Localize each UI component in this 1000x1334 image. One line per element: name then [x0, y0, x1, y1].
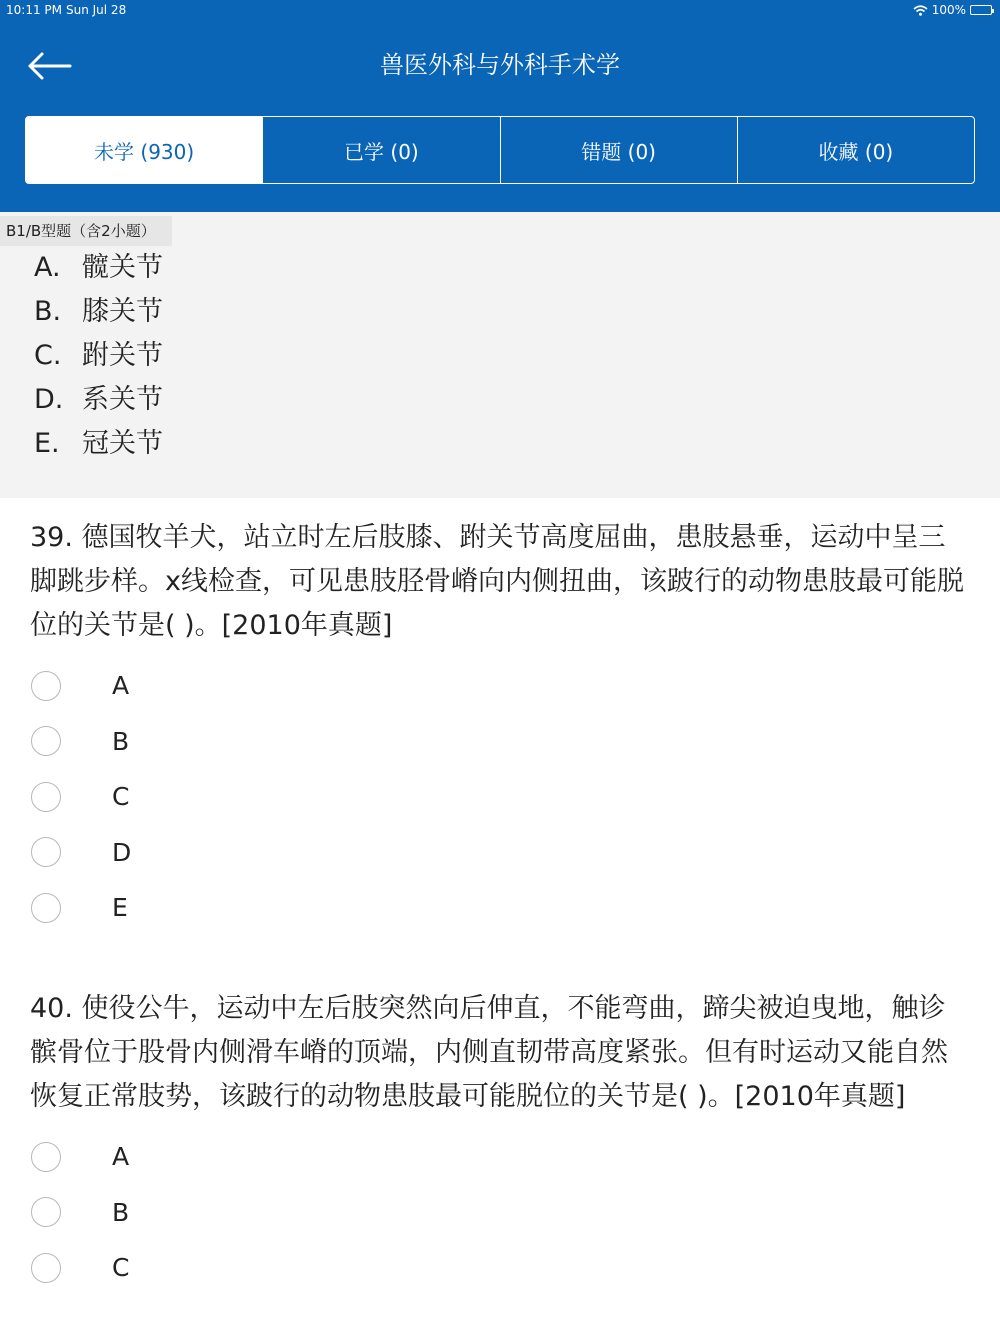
shared-option-text: 系关节 [82, 384, 163, 415]
option-label: C [112, 1253, 130, 1283]
tab-favorites[interactable]: 收藏 (0) [737, 117, 974, 183]
status-time: 10:11 PM [6, 3, 62, 17]
radio-button[interactable] [31, 782, 61, 812]
option-label: B [112, 726, 130, 756]
page-title: 兽医外科与外科手术学 [380, 51, 620, 79]
shared-option [34, 246, 163, 290]
shared-option [34, 378, 163, 422]
tab-bar [25, 116, 975, 184]
battery-icon [970, 5, 992, 15]
question-39 [30, 516, 970, 936]
shared-option-letter: A. [34, 252, 61, 283]
radio-button[interactable] [31, 837, 61, 867]
question-text: 39. 德国牧羊犬，站立时左后肢膝、跗关节高度屈曲，患肢悬垂，运动中呈三脚跳步样。x线检查，可见患肢胫骨嵴向内侧扭曲，该跛行的动物患肢最可能脱位的关节是( )。[2010年真题] [30, 522, 964, 641]
shared-option-letter: B. [34, 296, 62, 327]
answer-option-b[interactable] [30, 1185, 970, 1241]
option-label: B [112, 1197, 130, 1227]
option-label: A [112, 671, 130, 701]
shared-option-letter: E. [34, 428, 60, 459]
shared-option-letter: D. [34, 384, 64, 415]
tab-unlearned[interactable]: 未学 (930) [26, 117, 262, 183]
shared-options-list [34, 246, 163, 466]
answer-option-e[interactable] [30, 880, 970, 936]
option-label: A [112, 1142, 130, 1172]
answer-option-c[interactable] [30, 769, 970, 825]
answer-option-d[interactable] [30, 825, 970, 881]
question-40 [30, 987, 970, 1296]
answer-option-a[interactable] [30, 1129, 970, 1185]
wifi-icon [913, 5, 928, 16]
question-text: 40. 使役公牛，运动中左后肢突然向后伸直，不能弯曲，蹄尖被迫曳地，触诊髌骨位于股骨内侧滑车嵴的顶端，内侧直韧带高度紧张。但有时运动又能自然恢复正常肢势，该跛行的动物患肢最可能脱位的关节是( )。[2010年真题] [30, 993, 948, 1112]
shared-option-letter: C. [34, 340, 62, 371]
option-label: D [112, 837, 132, 867]
status-bar [0, 0, 1000, 22]
radio-button[interactable] [31, 671, 61, 701]
radio-button[interactable] [31, 726, 61, 756]
status-indicators [913, 3, 992, 17]
radio-button[interactable] [31, 893, 61, 923]
radio-button[interactable] [31, 1142, 61, 1172]
answer-option-c[interactable] [30, 1240, 970, 1296]
shared-option [34, 334, 163, 378]
shared-option-text: 膝关节 [82, 296, 163, 327]
battery-percent: 100% [931, 3, 966, 17]
answer-options [30, 658, 970, 936]
shared-option [34, 422, 163, 466]
answer-option-b[interactable] [30, 714, 970, 770]
shared-option-text: 跗关节 [82, 340, 163, 371]
radio-button[interactable] [31, 1197, 61, 1227]
shared-option-text: 髋关节 [82, 252, 163, 283]
tab-wrong[interactable]: 错题 (0) [500, 117, 737, 183]
shared-option-text: 冠关节 [82, 428, 163, 459]
arrow-left-icon [26, 46, 76, 86]
shared-options-panel [0, 212, 1000, 498]
status-date: Sun Jul 28 [66, 3, 127, 17]
answer-options [30, 1129, 970, 1296]
radio-button[interactable] [31, 1253, 61, 1283]
question-type-label: B1/B型题（含2小题） [0, 216, 172, 246]
option-label: C [112, 782, 130, 812]
back-button[interactable] [26, 46, 76, 86]
answer-option-a[interactable] [30, 658, 970, 714]
app-header [0, 0, 1000, 212]
tab-learned[interactable]: 已学 (0) [262, 117, 499, 183]
shared-option [34, 290, 163, 334]
option-label: E [112, 893, 128, 923]
